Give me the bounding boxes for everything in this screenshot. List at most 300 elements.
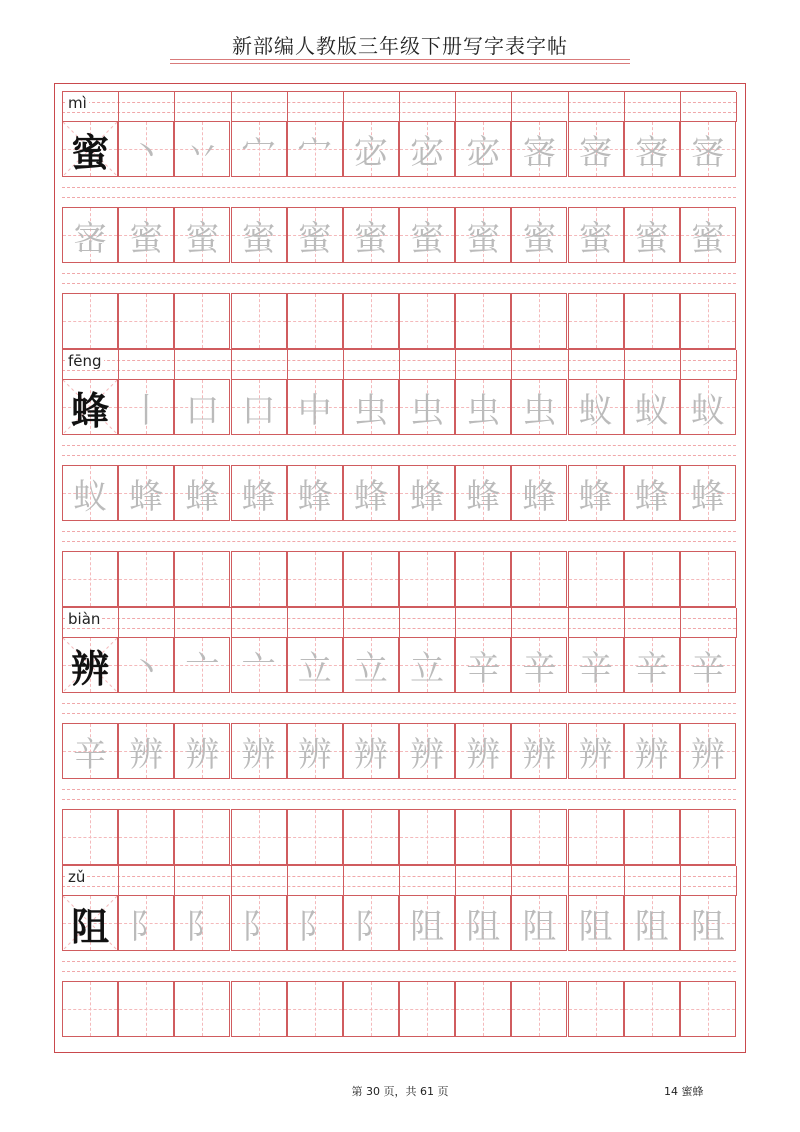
trace-character: 亠 bbox=[185, 648, 220, 689]
empty-slot bbox=[681, 294, 735, 348]
empty-slot bbox=[512, 982, 566, 1036]
empty-slot bbox=[681, 810, 735, 864]
trace-character: 阻 bbox=[578, 906, 613, 947]
trace-character: 阻 bbox=[522, 906, 557, 947]
empty-slot bbox=[400, 294, 454, 348]
trace-character: 虫 bbox=[410, 390, 445, 431]
empty-slot bbox=[456, 810, 510, 864]
writing-cell bbox=[624, 723, 680, 779]
writing-cell bbox=[399, 637, 455, 693]
trace-character: 虫 bbox=[466, 390, 501, 431]
writing-cell bbox=[174, 895, 230, 951]
trace-character: 亠 bbox=[241, 648, 276, 689]
writing-cell bbox=[343, 379, 399, 435]
writing-cell bbox=[568, 293, 624, 349]
trace-character: 辨 bbox=[410, 734, 445, 775]
writing-cell bbox=[174, 293, 230, 349]
writing-cell bbox=[455, 895, 511, 951]
writing-cell bbox=[511, 207, 567, 263]
pinyin-band bbox=[62, 607, 736, 637]
writing-cell bbox=[343, 809, 399, 865]
writing-cell bbox=[118, 637, 174, 693]
writing-cell bbox=[287, 379, 343, 435]
trace-character: 辨 bbox=[522, 734, 557, 775]
writing-cell bbox=[231, 121, 287, 177]
practice-row bbox=[62, 637, 736, 693]
writing-cell bbox=[568, 809, 624, 865]
empty-slot bbox=[232, 552, 286, 606]
pinyin-band bbox=[62, 349, 736, 379]
empty-slot bbox=[232, 982, 286, 1036]
writing-cell bbox=[62, 723, 118, 779]
trace-character: 蜜 bbox=[353, 218, 388, 259]
writing-cell bbox=[231, 293, 287, 349]
writing-cell bbox=[287, 121, 343, 177]
trace-character: 蜂 bbox=[634, 476, 669, 517]
empty-slot bbox=[175, 810, 229, 864]
trace-character: 阻 bbox=[410, 906, 445, 947]
character-block bbox=[62, 607, 736, 865]
writing-cell bbox=[343, 723, 399, 779]
writing-cell bbox=[680, 121, 736, 177]
empty-slot bbox=[63, 982, 117, 1036]
writing-cell bbox=[287, 465, 343, 521]
trace-character: 辛 bbox=[578, 648, 613, 689]
empty-slot bbox=[569, 552, 623, 606]
writing-cell bbox=[680, 379, 736, 435]
writing-cell bbox=[680, 981, 736, 1037]
trace-character: 蜜 bbox=[690, 218, 725, 259]
pinyin-label: mì bbox=[68, 94, 87, 112]
empty-slot bbox=[344, 294, 398, 348]
writing-cell bbox=[62, 207, 118, 263]
model-character: 辨 bbox=[71, 645, 110, 691]
trace-character: 蜂 bbox=[185, 476, 220, 517]
writing-cell bbox=[680, 637, 736, 693]
trace-character: 蚁 bbox=[578, 390, 613, 431]
writing-cell bbox=[624, 895, 680, 951]
writing-cell bbox=[680, 465, 736, 521]
writing-cell bbox=[174, 379, 230, 435]
trace-character: 阻 bbox=[634, 906, 669, 947]
writing-cell bbox=[511, 465, 567, 521]
character-block bbox=[62, 91, 736, 349]
trace-character: 蜜 bbox=[241, 218, 276, 259]
trace-character: 辨 bbox=[634, 734, 669, 775]
trace-character: 宓 bbox=[353, 132, 388, 173]
trace-character: 辛 bbox=[522, 648, 557, 689]
trace-character: 辨 bbox=[353, 734, 388, 775]
writing-cell bbox=[118, 121, 174, 177]
trace-character: 阝 bbox=[353, 906, 388, 947]
trace-character: 蜜 bbox=[634, 218, 669, 259]
writing-cell bbox=[118, 379, 174, 435]
writing-cell bbox=[343, 981, 399, 1037]
empty-slot bbox=[456, 294, 510, 348]
trace-character: 蜜 bbox=[410, 218, 445, 259]
trace-character: 立 bbox=[410, 648, 445, 689]
writing-cell bbox=[343, 551, 399, 607]
trace-character: 蜜 bbox=[297, 218, 332, 259]
trace-character: 蚁 bbox=[690, 390, 725, 431]
writing-cell bbox=[624, 465, 680, 521]
writing-cell bbox=[624, 551, 680, 607]
writing-cell bbox=[511, 637, 567, 693]
writing-cell bbox=[680, 293, 736, 349]
writing-cell bbox=[231, 895, 287, 951]
writing-cell bbox=[511, 293, 567, 349]
model-character: 阻 bbox=[71, 903, 110, 949]
writing-cell bbox=[118, 551, 174, 607]
writing-cell bbox=[231, 465, 287, 521]
pinyin-band bbox=[62, 91, 736, 121]
writing-cell bbox=[568, 465, 624, 521]
trace-character: 辨 bbox=[129, 734, 164, 775]
trace-character: 宻 bbox=[634, 132, 669, 173]
trace-character: 辨 bbox=[690, 734, 725, 775]
spacer-band bbox=[62, 177, 736, 207]
writing-cell bbox=[680, 207, 736, 263]
spacer-band bbox=[62, 263, 736, 293]
writing-cell bbox=[680, 809, 736, 865]
writing-cell bbox=[343, 293, 399, 349]
trace-character: 宓 bbox=[410, 132, 445, 173]
empty-slot bbox=[625, 552, 679, 606]
writing-cell bbox=[343, 121, 399, 177]
writing-cell bbox=[511, 379, 567, 435]
writing-cell bbox=[680, 551, 736, 607]
trace-character: 蜜 bbox=[522, 218, 557, 259]
trace-character: 宻 bbox=[522, 132, 557, 173]
writing-cell bbox=[624, 379, 680, 435]
empty-slot bbox=[569, 982, 623, 1036]
writing-cell bbox=[62, 293, 118, 349]
trace-character: 宀 bbox=[297, 132, 332, 173]
practice-row bbox=[62, 293, 736, 349]
practice-row bbox=[62, 207, 736, 263]
pinyin-label: zǔ bbox=[68, 868, 86, 886]
writing-cell bbox=[231, 723, 287, 779]
writing-cell bbox=[231, 551, 287, 607]
trace-character: 丶 bbox=[129, 132, 164, 173]
writing-cell bbox=[568, 121, 624, 177]
empty-slot bbox=[625, 294, 679, 348]
writing-cell bbox=[399, 121, 455, 177]
writing-cell bbox=[399, 809, 455, 865]
page-number: 第 30 页，共 61 页 bbox=[351, 1085, 449, 1098]
writing-cell bbox=[62, 809, 118, 865]
trace-character: 蜂 bbox=[466, 476, 501, 517]
writing-cell bbox=[511, 551, 567, 607]
writing-cell bbox=[455, 207, 511, 263]
trace-character: 中 bbox=[297, 390, 332, 431]
writing-cell bbox=[680, 723, 736, 779]
writing-cell bbox=[174, 723, 230, 779]
empty-slot bbox=[175, 294, 229, 348]
empty-slot bbox=[681, 552, 735, 606]
writing-cell bbox=[343, 637, 399, 693]
trace-character: 阻 bbox=[690, 906, 725, 947]
trace-character: 蜂 bbox=[353, 476, 388, 517]
writing-cell bbox=[455, 293, 511, 349]
spacer-band bbox=[62, 779, 736, 809]
trace-character: 蜜 bbox=[185, 218, 220, 259]
writing-cell bbox=[287, 207, 343, 263]
writing-cell bbox=[399, 981, 455, 1037]
writing-cell bbox=[568, 637, 624, 693]
trace-character: 蜜 bbox=[466, 218, 501, 259]
writing-cell bbox=[174, 809, 230, 865]
trace-character: 宻 bbox=[578, 132, 613, 173]
writing-cell bbox=[62, 551, 118, 607]
trace-character: 阝 bbox=[241, 906, 276, 947]
model-character: 蜂 bbox=[71, 387, 110, 433]
practice-row bbox=[62, 809, 736, 865]
trace-character: 蜂 bbox=[578, 476, 613, 517]
empty-slot bbox=[119, 982, 173, 1036]
empty-slot bbox=[232, 810, 286, 864]
empty-slot bbox=[456, 982, 510, 1036]
writing-cell bbox=[231, 207, 287, 263]
writing-cell bbox=[511, 895, 567, 951]
trace-character: 阻 bbox=[466, 906, 501, 947]
spacer-band bbox=[62, 951, 736, 981]
trace-character: 蜂 bbox=[410, 476, 445, 517]
trace-character: 宻 bbox=[73, 218, 108, 259]
writing-cell bbox=[455, 981, 511, 1037]
empty-slot bbox=[569, 810, 623, 864]
empty-slot bbox=[681, 982, 735, 1036]
writing-cell bbox=[231, 637, 287, 693]
writing-cell bbox=[62, 981, 118, 1037]
writing-cell bbox=[568, 981, 624, 1037]
writing-cell bbox=[511, 809, 567, 865]
empty-slot bbox=[119, 810, 173, 864]
writing-cell bbox=[399, 379, 455, 435]
trace-character: 蜂 bbox=[297, 476, 332, 517]
model-character-cell bbox=[62, 379, 118, 435]
writing-cell bbox=[399, 293, 455, 349]
practice-row bbox=[62, 121, 736, 177]
trace-character: 宓 bbox=[466, 132, 501, 173]
writing-cell bbox=[455, 637, 511, 693]
trace-character: 丷 bbox=[185, 132, 220, 173]
empty-slot bbox=[63, 552, 117, 606]
empty-slot bbox=[512, 294, 566, 348]
writing-cell bbox=[568, 895, 624, 951]
writing-cell bbox=[455, 121, 511, 177]
trace-character: 蜂 bbox=[129, 476, 164, 517]
page-title: 新部编人教版三年级下册写字表字帖 bbox=[232, 34, 568, 58]
title-underline bbox=[170, 63, 630, 64]
empty-slot bbox=[344, 552, 398, 606]
writing-cell bbox=[343, 465, 399, 521]
writing-cell bbox=[174, 637, 230, 693]
writing-cell bbox=[118, 981, 174, 1037]
trace-character: 辛 bbox=[73, 734, 108, 775]
empty-slot bbox=[119, 552, 173, 606]
empty-slot bbox=[175, 982, 229, 1036]
empty-slot bbox=[569, 294, 623, 348]
empty-slot bbox=[288, 552, 342, 606]
trace-character: 蚁 bbox=[73, 476, 108, 517]
writing-cell bbox=[399, 723, 455, 779]
trace-character: 宀 bbox=[241, 132, 276, 173]
writing-cell bbox=[231, 379, 287, 435]
writing-cell bbox=[624, 121, 680, 177]
trace-character: 辨 bbox=[297, 734, 332, 775]
writing-cell bbox=[455, 379, 511, 435]
trace-character: 辨 bbox=[578, 734, 613, 775]
writing-cell bbox=[455, 551, 511, 607]
writing-cell bbox=[399, 465, 455, 521]
empty-slot bbox=[625, 982, 679, 1036]
writing-cell bbox=[231, 981, 287, 1037]
practice-row bbox=[62, 551, 736, 607]
writing-cell bbox=[399, 895, 455, 951]
trace-character: 辨 bbox=[241, 734, 276, 775]
writing-cell bbox=[455, 465, 511, 521]
writing-cell bbox=[287, 723, 343, 779]
empty-slot bbox=[232, 294, 286, 348]
writing-cell bbox=[118, 465, 174, 521]
writing-cell bbox=[118, 293, 174, 349]
empty-slot bbox=[63, 294, 117, 348]
writing-cell bbox=[118, 809, 174, 865]
trace-character: 宻 bbox=[690, 132, 725, 173]
writing-cell bbox=[624, 637, 680, 693]
trace-character: 辨 bbox=[466, 734, 501, 775]
writing-cell bbox=[62, 465, 118, 521]
writing-cell bbox=[343, 895, 399, 951]
lesson-label: 14 蜜蜂 bbox=[664, 1085, 704, 1098]
writing-cell bbox=[174, 551, 230, 607]
trace-character: 辨 bbox=[185, 734, 220, 775]
trace-character: 阝 bbox=[185, 906, 220, 947]
empty-slot bbox=[400, 982, 454, 1036]
writing-cell bbox=[118, 895, 174, 951]
model-character-cell bbox=[62, 637, 118, 693]
trace-character: 辛 bbox=[466, 648, 501, 689]
writing-cell bbox=[174, 207, 230, 263]
writing-cell bbox=[118, 207, 174, 263]
writing-cell bbox=[511, 121, 567, 177]
writing-cell bbox=[624, 981, 680, 1037]
writing-cell bbox=[399, 207, 455, 263]
writing-cell bbox=[455, 723, 511, 779]
empty-slot bbox=[512, 552, 566, 606]
writing-cell bbox=[231, 809, 287, 865]
trace-character: 辛 bbox=[690, 648, 725, 689]
writing-cell bbox=[174, 981, 230, 1037]
writing-cell bbox=[343, 207, 399, 263]
empty-slot bbox=[456, 552, 510, 606]
trace-character: 辛 bbox=[634, 648, 669, 689]
empty-slot bbox=[344, 810, 398, 864]
practice-row bbox=[62, 465, 736, 521]
trace-character: 蜜 bbox=[578, 218, 613, 259]
writing-cell bbox=[287, 809, 343, 865]
practice-row bbox=[62, 981, 736, 1037]
trace-character: 阝 bbox=[129, 906, 164, 947]
writing-cell bbox=[287, 895, 343, 951]
empty-slot bbox=[400, 810, 454, 864]
writing-cell bbox=[174, 465, 230, 521]
trace-character: 阝 bbox=[297, 906, 332, 947]
trace-character: 口 bbox=[185, 390, 220, 431]
writing-cell bbox=[680, 895, 736, 951]
writing-cell bbox=[399, 551, 455, 607]
empty-slot bbox=[625, 810, 679, 864]
character-rows bbox=[62, 91, 736, 1061]
empty-slot bbox=[400, 552, 454, 606]
writing-cell bbox=[624, 809, 680, 865]
writing-cell bbox=[568, 207, 624, 263]
trace-character: 蜂 bbox=[241, 476, 276, 517]
writing-cell bbox=[511, 981, 567, 1037]
practice-row bbox=[62, 895, 736, 951]
trace-character: 蜂 bbox=[690, 476, 725, 517]
writing-cell bbox=[287, 293, 343, 349]
writing-cell bbox=[287, 981, 343, 1037]
character-block bbox=[62, 865, 736, 1061]
spacer-band bbox=[62, 435, 736, 465]
trace-character: 蚁 bbox=[634, 390, 669, 431]
empty-slot bbox=[512, 810, 566, 864]
trace-character: 蜜 bbox=[129, 218, 164, 259]
empty-slot bbox=[344, 982, 398, 1036]
empty-slot bbox=[288, 810, 342, 864]
writing-cell bbox=[624, 293, 680, 349]
spacer-band bbox=[62, 521, 736, 551]
trace-character: 虫 bbox=[522, 390, 557, 431]
writing-cell bbox=[624, 207, 680, 263]
model-character-cell bbox=[62, 121, 118, 177]
empty-slot bbox=[119, 294, 173, 348]
writing-cell bbox=[568, 379, 624, 435]
trace-character: 立 bbox=[353, 648, 388, 689]
model-character-cell bbox=[62, 895, 118, 951]
trace-character: 立 bbox=[297, 648, 332, 689]
model-character: 蜜 bbox=[71, 129, 110, 175]
pinyin-label: fēng bbox=[68, 352, 102, 370]
writing-cell bbox=[174, 121, 230, 177]
trace-character: 虫 bbox=[353, 390, 388, 431]
writing-cell bbox=[568, 723, 624, 779]
writing-cell bbox=[455, 809, 511, 865]
character-block bbox=[62, 349, 736, 607]
practice-row bbox=[62, 723, 736, 779]
empty-slot bbox=[63, 810, 117, 864]
trace-character: 丨 bbox=[129, 390, 164, 431]
trace-character: 口 bbox=[241, 390, 276, 431]
practice-row bbox=[62, 379, 736, 435]
writing-cell bbox=[511, 723, 567, 779]
trace-character: 丶 bbox=[129, 648, 164, 689]
pinyin-label: biàn bbox=[68, 610, 101, 628]
writing-cell bbox=[287, 637, 343, 693]
empty-slot bbox=[288, 982, 342, 1036]
trace-character: 蜂 bbox=[522, 476, 557, 517]
writing-cell bbox=[118, 723, 174, 779]
writing-cell bbox=[568, 551, 624, 607]
empty-slot bbox=[175, 552, 229, 606]
empty-slot bbox=[288, 294, 342, 348]
pinyin-band bbox=[62, 865, 736, 895]
writing-cell bbox=[287, 551, 343, 607]
title-underline bbox=[170, 59, 630, 60]
spacer-band bbox=[62, 693, 736, 723]
